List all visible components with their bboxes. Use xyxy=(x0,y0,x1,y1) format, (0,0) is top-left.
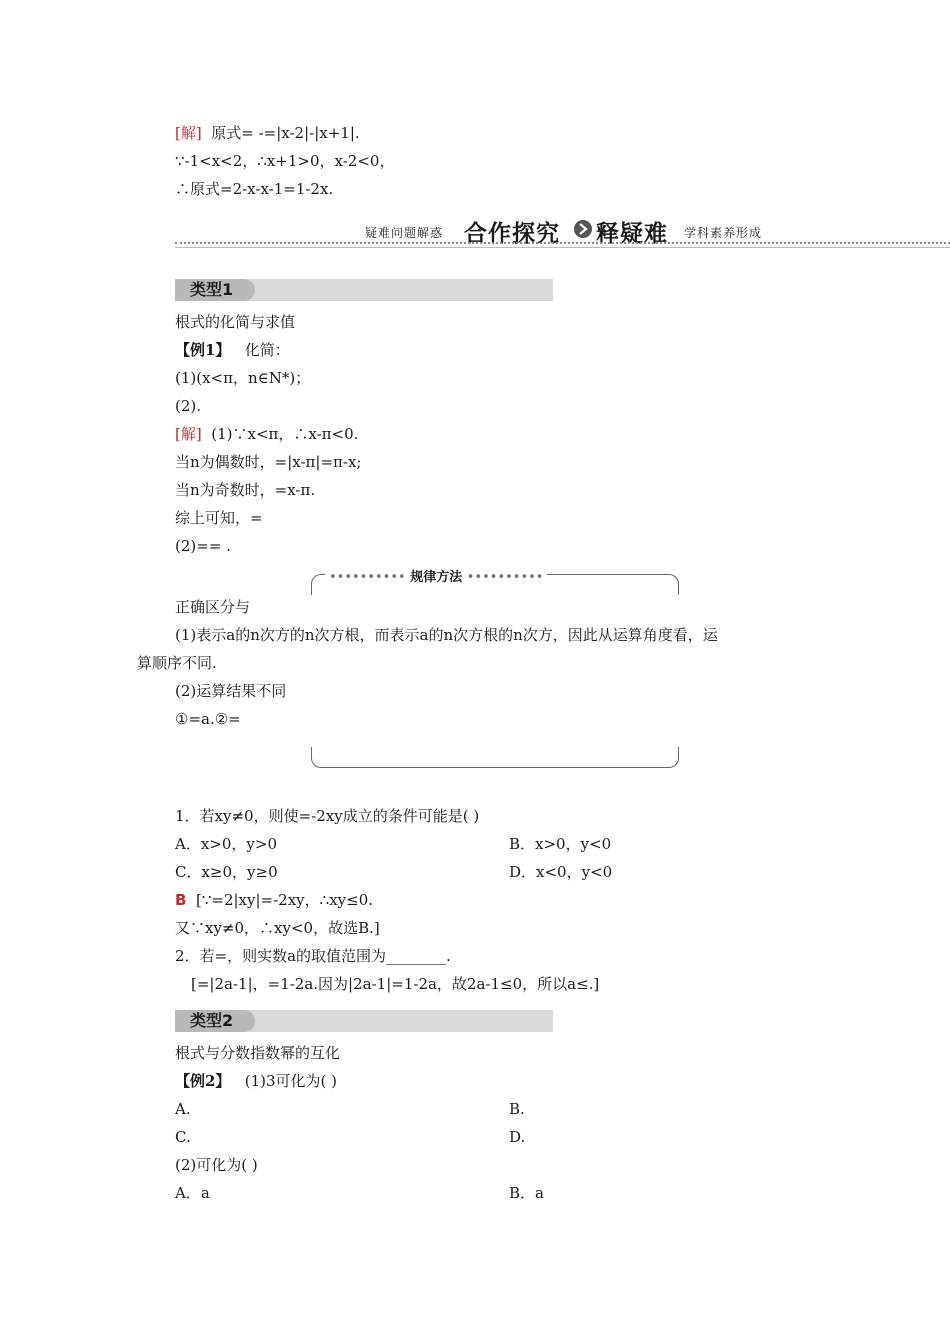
method-box-title: •••••••••• 规律方法 •••••••••• xyxy=(325,566,547,585)
example2-option-d: D. xyxy=(509,1128,526,1146)
type2-label: 类型2 xyxy=(190,1011,234,1030)
example2-q2-option-b: B．a xyxy=(509,1184,544,1202)
example1-s2: 当n为奇数时，=x-π. xyxy=(175,481,316,499)
intro-line-1 xyxy=(175,123,360,143)
banner-left-text: 疑难问题解惑 xyxy=(365,226,444,240)
example1-s3: 综上可知，= xyxy=(175,509,263,527)
arrow-icon xyxy=(574,220,592,238)
example1-q1: (1)(x<π，n∈N*)； xyxy=(175,369,311,387)
example2-option-c: C. xyxy=(175,1128,191,1146)
example1-text: 化简： xyxy=(244,341,290,359)
example2-q2: (2)可化为( ) xyxy=(175,1156,258,1174)
exercise1-answer-text-2: 又∵xy≠0，∴xy<0，故选B.] xyxy=(175,919,380,937)
exercise1-answer: B xyxy=(175,891,187,909)
exercise1-question: 1．若xy≠0，则使=-2xy成立的条件可能是( ) xyxy=(175,807,480,825)
exercise1-answer-text: [∵=2|xy|=-2xy，∴xy≤0. xyxy=(195,891,374,909)
example1-s4: (2)== . xyxy=(175,537,231,555)
example2-tag: 【例2】 xyxy=(175,1072,231,1090)
method-l5: ①=a.②= xyxy=(175,710,241,728)
example2-q2-option-a: A．a xyxy=(175,1184,210,1202)
banner-divider xyxy=(175,242,950,244)
intro-line-1-text: 原式= -=|x-2|-|x+1|. xyxy=(211,124,360,142)
banner-main-1: 合作探究 xyxy=(464,221,560,247)
banner-right-text: 学科素养形成 xyxy=(684,226,763,240)
exercise2-answer: [=|2a-1|，=1-2a.因为|2a-1|=1-2a，故2a-1≤0，所以a≤.] xyxy=(191,975,600,993)
method-l4: (2)运算结果不同 xyxy=(175,682,287,700)
example2-option-b: B. xyxy=(509,1100,525,1118)
banner-main-2: 释疑难 xyxy=(596,221,668,247)
method-l3: 算顺序不同. xyxy=(137,654,217,672)
solution-tag: [解] xyxy=(175,425,202,443)
example1-solution-text: (1)∵x<π，∴x-π<0. xyxy=(211,425,359,443)
exercise1-option-d: D．x<0，y<0 xyxy=(509,863,613,881)
exercise1-answer-line xyxy=(175,890,373,910)
exercise1-option-c: C．x≥0，y≥0 xyxy=(175,863,278,881)
intro-line-3: ∴原式=2-x-x-1=1-2x. xyxy=(175,180,334,198)
example1-line xyxy=(175,340,290,360)
type1-title: 根式的化简与求值 xyxy=(175,313,296,331)
example2-option-a: A. xyxy=(175,1100,191,1118)
example1-solution xyxy=(175,424,358,444)
banner-divider-thin xyxy=(175,247,950,248)
exercise2-question: 2．若=，则实数a的取值范围为________. xyxy=(175,947,451,965)
example2-line xyxy=(175,1071,337,1091)
type2-title: 根式与分数指数幂的互化 xyxy=(175,1044,341,1062)
method-box-bottom-frame xyxy=(311,747,679,768)
method-l2: (1)表示a的n次方的n次方根，而表示a的n次方根的n次方，因此从运算角度看，运 xyxy=(175,626,718,644)
exercise1-option-a: A．x>0，y>0 xyxy=(175,835,277,853)
method-l1: 正确区分与 xyxy=(175,598,251,616)
exercise1-option-b: B．x>0，y<0 xyxy=(509,835,612,853)
example1-s1: 当n为偶数时，=|x-π|=π-x; xyxy=(175,453,362,471)
type1-label: 类型1 xyxy=(190,280,234,299)
example1-tag: 【例1】 xyxy=(175,341,231,359)
example2-text: (1)3可化为( ) xyxy=(244,1072,338,1090)
solution-tag: [解] xyxy=(175,124,202,142)
example1-q2: (2). xyxy=(175,397,202,415)
intro-line-2: ∵-1<x<2，∴x+1>0，x-2<0， xyxy=(175,152,395,170)
method-box-title-text: 规律方法 xyxy=(410,570,463,585)
